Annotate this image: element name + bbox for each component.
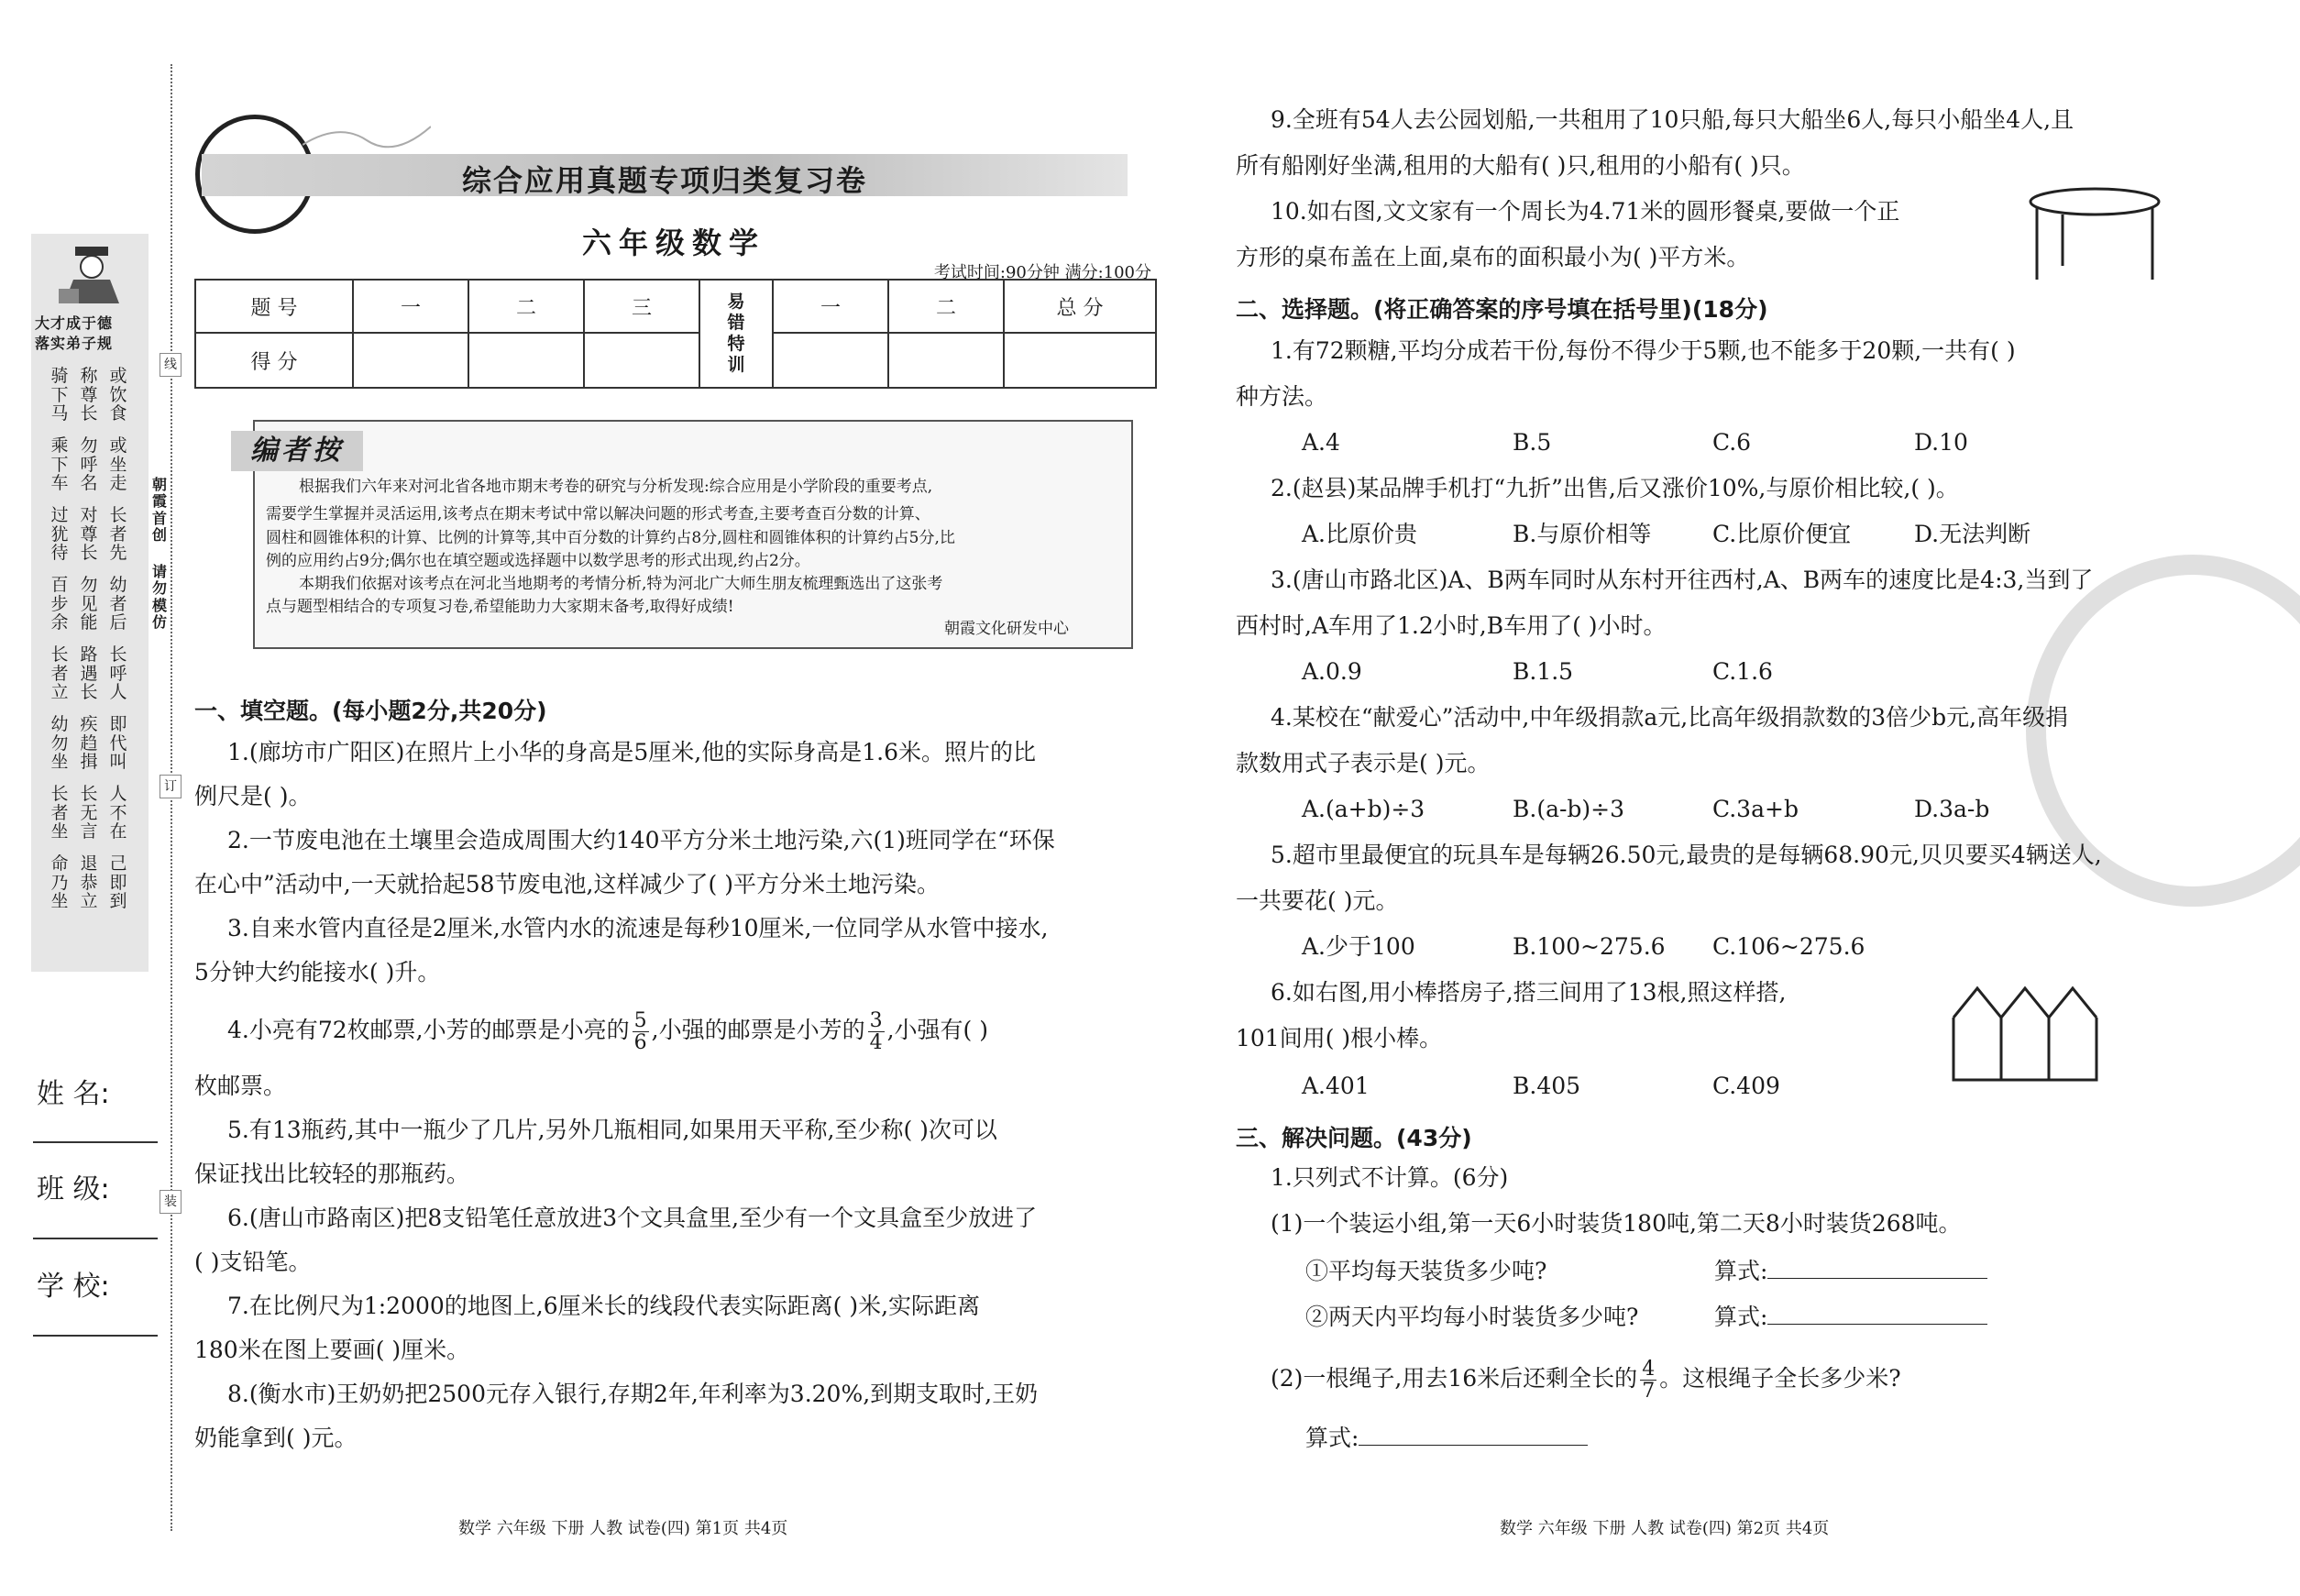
- s1-q4-a: 4.小亮有72枚邮票,小芳的邮票是小亮的: [227, 1017, 630, 1044]
- cut-text-bottom: 请勿模仿: [151, 563, 167, 632]
- frac-den: 6: [633, 1031, 647, 1055]
- score-header-3: 三: [584, 280, 699, 333]
- s2-q6-opt-a: A.401: [1302, 1073, 1370, 1099]
- dizigui-column: 己即到: [109, 853, 127, 912]
- s3-q1-2: [1271, 1359, 1901, 1402]
- s2-q4-line2: 款数用式子表示是( )元。: [1236, 750, 1491, 776]
- editor-note-tag: 编者按: [231, 431, 363, 471]
- score-cell-s1[interactable]: [773, 333, 888, 388]
- s1-q4-c: ,小强有( ): [886, 1017, 988, 1044]
- s1-line-1: 1.(廊坊市广阳区)在照片上小华的身高是5厘米,他的实际身高是1.6米。照片的比: [227, 739, 1036, 765]
- dizigui-column: 路遇长: [80, 644, 98, 703]
- s2-q6-opt-c: C.409: [1712, 1073, 1780, 1099]
- frac-num: 3: [869, 1009, 883, 1032]
- s2-q3-line2: 西村时,A车用了1.2小时,B车用了( )小时。: [1236, 612, 1667, 639]
- footer-right: 数学 六年级 下册 人教 试卷(四) 第2页 共4页: [1500, 1519, 1830, 1538]
- cut-mark-1: 线: [160, 353, 182, 377]
- school-label: 学 校:: [37, 1271, 110, 1303]
- score-cell-1[interactable]: [353, 333, 468, 388]
- s2-q3-opt-a: A.0.9: [1302, 658, 1362, 685]
- s2-q4-opt-a: A.(a+b)÷3: [1302, 796, 1425, 822]
- motto-line-1: 大才成于德: [35, 314, 114, 332]
- s2-q5-line2: 一共要花( )元。: [1236, 887, 1399, 914]
- dizigui-column: 长者先: [109, 505, 127, 564]
- r-line-4: 方形的桌布盖在上面,桌布的面积最小为( )平方米。: [1236, 244, 1750, 270]
- s2-q4-opt-b: B.(a-b)÷3: [1513, 796, 1625, 822]
- formula-answer-line[interactable]: [1359, 1445, 1588, 1446]
- dizigui-column: 勿呼名: [80, 435, 98, 494]
- frac-den: 7: [1642, 1380, 1656, 1403]
- score-cell-s2[interactable]: [888, 333, 1004, 388]
- dizigui-column: 对尊长: [80, 505, 98, 564]
- score-cell-2[interactable]: [468, 333, 584, 388]
- s2-q5-opt-b: B.100~275.6: [1513, 933, 1666, 960]
- s3-q1-1b-formula[interactable]: [1714, 1305, 1987, 1328]
- s1-line2-2: 5.有13瓶药,其中一瓶少了几片,另外几瓶相同,如果用天平称,至少称( )次可以: [227, 1117, 997, 1143]
- s1-q4-b: ,小强的邮票是小芳的: [651, 1017, 865, 1044]
- s2-q2-line: 2.(赵县)某品牌手机打“九折”出售,后又涨价10%,与原价相比较,( )。: [1271, 475, 1959, 501]
- formula-answer-line[interactable]: [1767, 1324, 1987, 1325]
- frac-den: 4: [869, 1031, 883, 1055]
- dizigui-column: 长呼人: [109, 644, 127, 703]
- r-line-2: 所有船刚好坐满,租用的大船有( )只,租用的小船有( )只。: [1236, 152, 1805, 179]
- cut-mark-2: 订: [160, 775, 182, 798]
- dizigui-column: 长无言: [80, 784, 98, 842]
- s2-q5-opt-c: C.106~275.6: [1712, 933, 1865, 960]
- s3-q1: 1.只列式不计算。(6分): [1271, 1164, 1509, 1191]
- dizigui-column: 长者坐: [50, 784, 69, 842]
- s1-q4-line: [227, 1010, 988, 1053]
- s1-line2-1: 枚邮票。: [194, 1073, 287, 1099]
- cut-text-top: 朝霞首创: [151, 476, 167, 545]
- exam-info: 考试时间:90分钟 满分:100分: [933, 263, 1151, 282]
- round-table-figure: [2026, 183, 2163, 284]
- s2-q1-opt-c: C.6: [1712, 429, 1752, 456]
- dizigui-column: 幼者后: [109, 575, 127, 633]
- score-header-label: 题 号: [195, 280, 353, 333]
- s2-q2-opt-a: A.比原价贵: [1302, 521, 1418, 547]
- editor-line-5: 本期我们依据对该考点在河北当地期考的考情分析,特为河北广大师生朋友梳理甄选出了这张考: [299, 575, 943, 593]
- section3-head: 三、解决问题。(43分): [1236, 1125, 1472, 1151]
- s2-q3-opt-b: B.1.5: [1513, 658, 1574, 685]
- dizigui-column: 称尊长: [80, 366, 98, 424]
- formula-label: 算式:: [1714, 1304, 1768, 1330]
- dizigui-column: 命乃坐: [50, 853, 69, 912]
- s3-q1-1: (1)一个装运小组,第一天6小时装货180吨,第二天8小时装货268吨。: [1271, 1210, 1962, 1237]
- r-line-1: 9.全班有54人去公园划船,一共租用了10只船,每只大船坐6人,每只小船坐4人,且: [1271, 106, 2074, 133]
- s1-line2-5: ( )支铅笔。: [194, 1249, 312, 1275]
- score-header-s2: 二: [888, 280, 1004, 333]
- s3-q1-2-a: (2)一根绳子,用去16米后还剩全长的: [1271, 1365, 1638, 1392]
- dizigui-column: 乘下车: [50, 435, 69, 494]
- s2-q5-opt-a: A.少于100: [1302, 933, 1415, 960]
- s2-q1-line2: 种方法。: [1236, 383, 1328, 410]
- fraction-5-6: [633, 1010, 649, 1053]
- s2-q4-opt-c: C.3a+b: [1712, 796, 1799, 822]
- dizigui-column: 骑下马: [50, 366, 69, 424]
- fraction-4-7: [1640, 1359, 1656, 1402]
- dizigui-column: 长者立: [50, 644, 69, 703]
- frac-num: 4: [1642, 1358, 1656, 1381]
- formula-label: 算式:: [1714, 1258, 1768, 1284]
- score-header-1: 一: [353, 280, 468, 333]
- name-label: 姓 名:: [37, 1078, 110, 1110]
- s2-q2-opt-c: C.比原价便宜: [1712, 521, 1852, 547]
- score-cell-3[interactable]: [584, 333, 699, 388]
- s3-q1-2-b: 。这根绳子全长多少米?: [1659, 1365, 1901, 1392]
- s1-line2-6: 7.在比例尺为1:2000的地图上,6厘米长的线段代表实际距离( )米,实际距离: [227, 1293, 981, 1319]
- dizigui-column: 即代叫: [109, 714, 127, 773]
- footer-left: 数学 六年级 下册 人教 试卷(四) 第1页 共4页: [458, 1519, 788, 1538]
- s2-q6-line1: 6.如右图,用小棒搭房子,搭三间用了13根,照这样搭,: [1271, 979, 1787, 1006]
- dizigui-column: 疾趋揖: [80, 714, 98, 773]
- r-line-3: 10.如右图,文文家有一个周长为4.71米的圆形餐桌,要做一个正: [1271, 198, 1900, 225]
- s2-q1-opt-b: B.5: [1513, 429, 1552, 456]
- s2-q4-opt-d: D.3a-b: [1914, 796, 1990, 822]
- score-header-2: 二: [468, 280, 584, 333]
- dizigui-column: 或坐走: [109, 435, 127, 494]
- section2-head: 二、选择题。(将正确答案的序号填在括号里)(18分): [1236, 296, 1768, 323]
- score-header-total: 总 分: [1004, 280, 1156, 333]
- s1-line-3: 2.一节废电池在土壤里会造成周围大约140平方分米土地污染,六(1)班同学在“环保: [227, 827, 1055, 853]
- s2-q1-opt-d: D.10: [1914, 429, 1968, 456]
- s1-line2-9: 奶能拿到( )元。: [194, 1425, 358, 1451]
- s2-q3-opt-c: C.1.6: [1712, 658, 1773, 685]
- s2-q6-opt-b: B.405: [1513, 1073, 1581, 1099]
- s2-q3-line1: 3.(唐山市路北区)A、B两车同时从东村开往西村,A、B两车的速度比是4:3,当到了: [1271, 567, 2094, 593]
- score-header-s1: 一: [773, 280, 888, 333]
- s3-q1-1b: ②两天内平均每小时装货多少吨?: [1305, 1304, 1639, 1330]
- score-row-label: 得 分: [195, 333, 353, 388]
- scholar-illustration: [55, 243, 128, 307]
- stick-houses-figure: [1948, 981, 2104, 1086]
- school-field[interactable]: [33, 1335, 158, 1337]
- s2-q5-line1: 5.超市里最便宜的玩具车是每辆26.50元,最贵的是每辆68.90元,贝贝要买4辆送人,: [1271, 842, 2102, 868]
- s2-q4-line1: 4.某校在“献爱心”活动中,中年级捐款a元,比高年级捐款数的3倍少b元,高年级捐: [1271, 704, 2069, 731]
- s2-q1-line1: 1.有72颗糖,平均分成若干份,每份不得少于5颗,也不能多于20颗,一共有( ): [1271, 337, 2016, 364]
- editor-line-4: 例的应用约占9分;偶尔也在填空题或选择题中以数学思考的形式出现,约占2分。: [266, 552, 810, 570]
- s2-q2-opt-d: D.无法判断: [1914, 521, 2031, 547]
- editor-line-3: 圆柱和圆锥体积的计算、比例的计算等,其中百分数的计算约占8分,圆柱和圆锥体积的计算约占5分,比: [266, 529, 955, 547]
- score-table: [194, 279, 1157, 389]
- dizigui-column: 人不在: [109, 784, 127, 842]
- dizigui-column: 退恭立: [80, 853, 98, 912]
- s1-line2-4: 6.(唐山市路南区)把8支铅笔任意放进3个文具盒里,至少有一个文具盒至少放进了: [227, 1205, 1038, 1231]
- dizigui-column: 勿见能: [80, 575, 98, 633]
- formula-answer-line[interactable]: [1767, 1278, 1987, 1279]
- dizigui-column: 百步余: [50, 575, 69, 633]
- editor-line-1: 根据我们六年来对河北省各地市期末考卷的研究与分析发现:综合应用是小学阶段的重要考点,: [299, 478, 933, 496]
- frac-num: 5: [633, 1009, 647, 1032]
- s1-line2-7: 180米在图上要画( )厘米。: [194, 1337, 470, 1363]
- s2-q1-opt-a: A.4: [1302, 429, 1340, 456]
- editor-line-6: 点与题型相结合的专项复习卷,希望能助力大家期末备考,取得好成绩!: [266, 598, 734, 616]
- dizigui-column: 幼勿坐: [50, 714, 69, 773]
- s3-q1-2-formula[interactable]: [1305, 1426, 1588, 1449]
- motto-line-2: 落实弟子规: [35, 335, 114, 352]
- special-label: 易错特训: [727, 292, 745, 375]
- fraction-3-4: [868, 1010, 885, 1053]
- score-cell-total[interactable]: [1004, 333, 1156, 388]
- editor-signature: 朝霞文化研发中心: [944, 620, 1069, 638]
- s1-line2-3: 保证找出比较轻的那瓶药。: [194, 1161, 470, 1187]
- subtitle: 六年级数学: [581, 226, 765, 260]
- s1-line-4: 在心中”活动中,一天就拾起58节废电池,这样减少了( )平方分米土地污染。: [194, 871, 940, 897]
- dizigui-column: 或饮食: [109, 366, 127, 424]
- editor-line-2: 需要学生掌握并灵活运用,该考点在期末考试中常以解决问题的形式考查,主要考查百分数的计算、: [266, 505, 930, 523]
- formula-label: 算式:: [1305, 1425, 1359, 1451]
- cut-mark-3: 装: [160, 1190, 182, 1214]
- score-header-special: [699, 280, 773, 388]
- name-field[interactable]: [33, 1141, 158, 1143]
- s3-q1-1a: ①平均每天装货多少吨?: [1305, 1258, 1547, 1284]
- dizigui-column: 过犹待: [50, 505, 69, 564]
- s1-line-5: 3.自来水管内直径是2厘米,水管内水的流速是每秒10厘米,一位同学从水管中接水,: [227, 915, 1049, 941]
- s2-q6-line2: 101间用( )根小棒。: [1236, 1025, 1443, 1051]
- s2-q2-opt-b: B.与原价相等: [1513, 521, 1652, 547]
- section1-head: 一、填空题。(每小题2分,共20分): [194, 698, 547, 724]
- class-label: 班 级:: [37, 1173, 110, 1205]
- s1-line2-8: 8.(衡水市)王奶奶把2500元存入银行,存期2年,年利率为3.20%,到期支取时,王奶: [227, 1381, 1039, 1407]
- s3-q1-1a-formula[interactable]: [1714, 1260, 1987, 1282]
- s1-line-6: 5分钟大约能接水( )升。: [194, 959, 441, 985]
- s1-line-2: 例尺是( )。: [194, 783, 312, 809]
- main-title: 综合应用真题专项归类复习卷: [461, 163, 867, 198]
- class-field[interactable]: [33, 1238, 158, 1239]
